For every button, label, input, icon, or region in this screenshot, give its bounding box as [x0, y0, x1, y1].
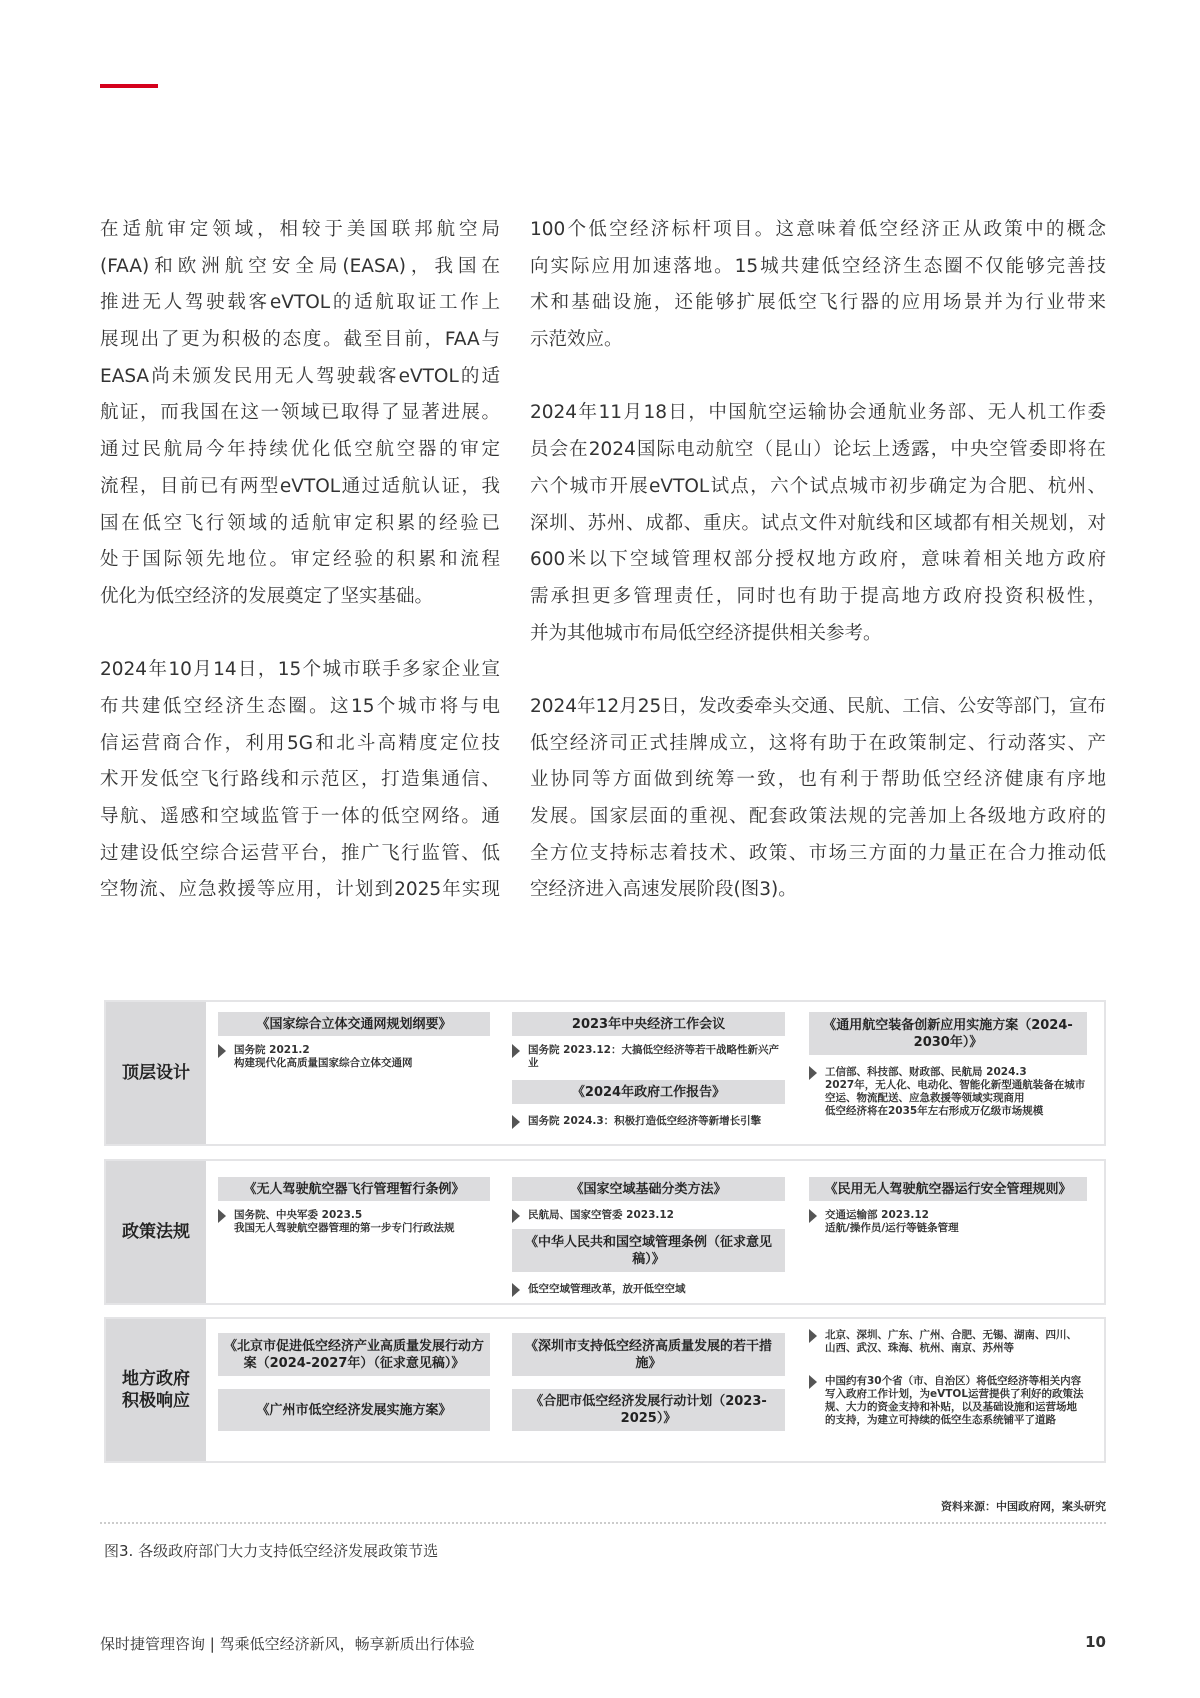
- text-line: 2024年10月14日，15个城市联手多家企业宣: [100, 659, 500, 681]
- text-line: 推进无人驾驶载客eVTOL的适航取证工作上: [100, 292, 500, 314]
- text-line: (FAA)和欧洲航空安全局(EASA)，我国在: [100, 255, 500, 277]
- text-line: 深圳、苏州、成都、重庆。试点文件对航线和区域都有相关规划，对: [530, 512, 1106, 534]
- text-line: 低空经济司正式挂牌成立，这将有助于在政策制定、行动落实、产: [530, 732, 1106, 754]
- text-line: 六个城市开展eVTOL试点，六个试点城市初步确定为合肥、杭州、: [530, 475, 1106, 497]
- triangle-bullet-icon: [809, 1209, 817, 1223]
- text-line: EASA尚未颁发民用无人驾驶载客eVTOL的适: [100, 365, 500, 387]
- page-number: 10: [1085, 1633, 1106, 1651]
- policy-title: 《中华人民共和国空域管理条例（征求意见稿）》: [512, 1229, 785, 1272]
- policy-note: 国务院 2023.12：大搞低空经济等若干战略性新兴产业: [512, 1044, 785, 1070]
- policy-title: 《国家综合立体交通网规划纲要》: [218, 1012, 490, 1036]
- text-line: 在适航审定领域，相较于美国联邦航空局: [100, 219, 500, 240]
- paragraph: [530, 395, 1106, 652]
- text-line: 向实际应用加速落地。15城共建低空经济生态圈不仅能够完善技: [530, 255, 1106, 277]
- text-line: 导航、遥感和空域监管于一体的低空网络。通: [100, 806, 500, 827]
- text-line: 流程，目前已有两型eVTOL通过适航认证，我: [100, 475, 500, 497]
- text-line: 过建设低空综合运营平台，推广飞行监管、低: [100, 842, 500, 864]
- text-line: 需承担更多管理责任，同时也有助于提高地方政府投资积极性，: [530, 585, 1106, 607]
- triangle-bullet-icon: [809, 1375, 817, 1389]
- text-line: 信运营商合作，利用5G和北斗高精度定位技: [100, 732, 500, 754]
- row-label: 顶层设计: [106, 1002, 206, 1144]
- row-label: 地方政府 积极响应: [106, 1319, 206, 1461]
- policy-title: 《国家空域基础分类方法》: [512, 1177, 785, 1201]
- policy-title: 《民用无人驾驶航空器运行安全管理规则》: [809, 1177, 1087, 1201]
- text-line: 布共建低空经济生态圈。这15个城市将与电: [100, 695, 500, 717]
- triangle-bullet-icon: [512, 1044, 520, 1058]
- policy-note: 国务院、中央军委 2023.5 我国无人驾驶航空器管理的第一步专门行政法规: [218, 1209, 490, 1235]
- triangle-bullet-icon: [809, 1066, 817, 1080]
- triangle-bullet-icon: [809, 1329, 817, 1343]
- text-line: 业协同等方面做到统筹一致，也有利于帮助低空经济健康有序地: [530, 769, 1106, 791]
- text-line: 2024年11月18日，中国航空运输协会通航业务部、无人机工作委: [530, 402, 1106, 424]
- text-line: 600米以下空域管理权部分授权地方政府，意味着相关地方政府: [530, 549, 1106, 571]
- triangle-bullet-icon: [512, 1115, 520, 1129]
- policy-note: 交通运输部 2023.12 适航/操作员/运行等链条管理: [809, 1209, 1087, 1235]
- policy-note: 北京、深圳、广东、广州、合肥、无锡、湖南、四川、山西、武汉、珠海、杭州、南京、苏州等: [809, 1329, 1087, 1355]
- text-line: 100个低空经济标杆项目。这意味着低空经济正从政策中的概念: [530, 219, 1106, 240]
- policy-title: 《合肥市低空经济发展行动计划（2023-2025）》: [512, 1389, 785, 1431]
- diagram-row-top-level-design: [104, 1000, 1106, 1146]
- text-column-left: [100, 212, 500, 946]
- accent-bar: [100, 84, 158, 88]
- paragraph: [100, 212, 500, 616]
- policy-note: 低空空域管理改革，放开低空空域: [512, 1283, 785, 1296]
- text-line: 优化为低空经济的发展奠定了坚实基础。: [100, 585, 434, 607]
- row-label: 政策法规: [106, 1161, 206, 1303]
- policy-title: 《深圳市支持低空经济高质量发展的若干措施》: [512, 1333, 785, 1376]
- source-note: 资料来源：中国政府网，案头研究: [941, 1500, 1106, 1513]
- text-line: 员会在2024国际电动航空（昆山）论坛上透露，中央空管委即将在: [530, 439, 1106, 461]
- text-line: 全方位支持标志着技术、政策、市场三方面的力量正在合力推动低: [530, 842, 1106, 864]
- text-line: 2024年12月25日，发改委牵头交通、民航、工信、公安等部门，宣布: [530, 695, 1106, 717]
- policy-title: 《无人驾驶航空器飞行管理暂行条例》: [218, 1177, 490, 1201]
- triangle-bullet-icon: [218, 1044, 226, 1058]
- triangle-bullet-icon: [512, 1209, 520, 1223]
- policy-title: 2023年中央经济工作会议: [512, 1012, 785, 1036]
- text-line: 展现出了更为积极的态度。截至目前，FAA与: [100, 329, 500, 351]
- paragraph: [530, 212, 1106, 359]
- paragraph: [100, 652, 500, 909]
- footer-title: 保时捷管理咨询 | 驾乘低空经济新风，畅享新质出行体验: [100, 1635, 475, 1653]
- text-line: 航证，而我国在这一领域已取得了显著进展。: [100, 402, 500, 424]
- triangle-bullet-icon: [512, 1283, 520, 1297]
- text-line: 示范效应。: [530, 329, 623, 351]
- figure-caption: 图3. 各级政府部门大力支持低空经济发展政策节选: [104, 1542, 439, 1560]
- diagram-row-local-government: [104, 1317, 1106, 1463]
- text-line: 通过民航局今年持续优化低空航空器的审定: [100, 439, 500, 461]
- policy-title: 《2024年政府工作报告》: [512, 1080, 785, 1104]
- text-line: 空经济进入高速发展阶段(图3)。: [530, 879, 797, 901]
- text-line: 并为其他城市布局低空经济提供相关参考。: [530, 622, 882, 644]
- diagram-row-policy-regulation: [104, 1159, 1106, 1305]
- policy-note: 中国约有30个省（市、自治区）将低空经济等相关内容写入政府工作计划，为eVTOL运营提供了利好的政策法规、大力的资金支持和补贴，以及基础设施和运营场地的支持，为建立可持续的低空生态系统铺平了道路: [809, 1375, 1087, 1427]
- policy-note: 国务院 2021.2 构建现代化高质量国家综合立体交通网: [218, 1044, 490, 1070]
- triangle-bullet-icon: [218, 1209, 226, 1223]
- text-line: 术和基础设施，还能够扩展低空飞行器的应用场景并为行业带来: [530, 292, 1106, 314]
- policy-note: 工信部、科技部、财政部、民航局 2024.3 2027年，无人化、电动化、智能化新型通航装备在城市空运、物流配送、应急救援等领域实现商用 低空经济将在2035年左右形成万亿级市场规模: [809, 1066, 1087, 1118]
- dotted-divider: [100, 1522, 1106, 1524]
- paragraph: [530, 689, 1106, 909]
- policy-title: 《北京市促进低空经济产业高质量发展行动方案（2024-2027年）（征求意见稿）》: [218, 1333, 490, 1376]
- text-line: 国在低空飞行领域的适航审定积累的经验已: [100, 512, 500, 534]
- text-line: 发展。国家层面的重视、配套政策法规的完善加上各级地方政府的: [530, 806, 1106, 827]
- policy-title: 《通用航空装备创新应用实施方案（2024-2030年）》: [809, 1012, 1087, 1055]
- text-line: 空物流、应急救援等应用，计划到2025年实现: [100, 879, 500, 901]
- policy-title: 《广州市低空经济发展实施方案》: [218, 1389, 490, 1431]
- text-line: 处于国际领先地位。审定经验的积累和流程: [100, 549, 500, 571]
- text-column-right: [530, 212, 1106, 946]
- policy-note: 国务院 2024.3：积极打造低空经济等新增长引擎: [512, 1115, 785, 1128]
- policy-note: 民航局、国家空管委 2023.12: [512, 1209, 785, 1222]
- text-line: 术开发低空飞行路线和示范区，打造集通信、: [100, 769, 500, 791]
